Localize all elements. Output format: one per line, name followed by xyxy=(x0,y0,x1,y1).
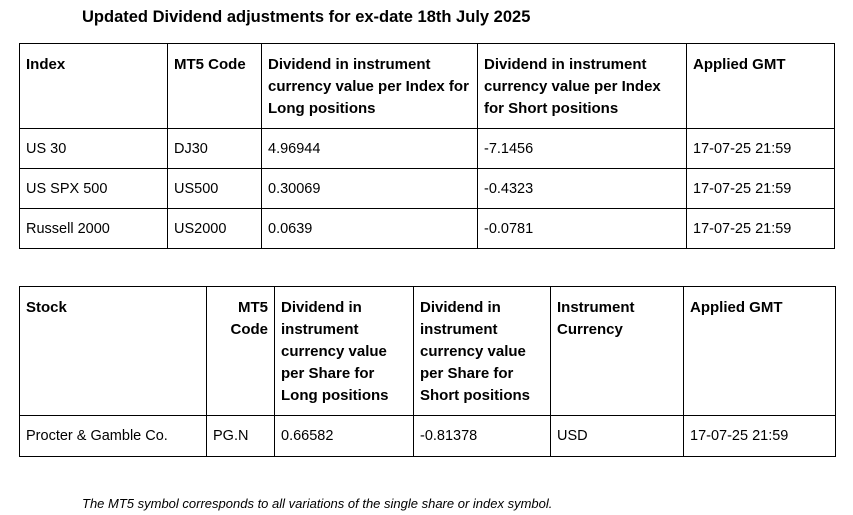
header-stock: Stock xyxy=(20,287,207,416)
cell-dividend-long: 0.0639 xyxy=(262,209,478,249)
cell-mt5-code: US2000 xyxy=(168,209,262,249)
cell-stock: Procter & Gamble Co. xyxy=(20,416,207,457)
header-applied-gmt: Applied GMT xyxy=(684,287,836,416)
table-row xyxy=(20,416,836,457)
header-dividend-long: Dividend in instrument currency value per Share for Long positions xyxy=(275,287,414,416)
page-title: Updated Dividend adjustments for ex-date 18th July 2025 xyxy=(82,8,531,26)
header-index: Index xyxy=(20,44,168,129)
table-header-row xyxy=(20,44,835,129)
cell-dividend-long: 0.30069 xyxy=(262,169,478,209)
cell-mt5-code: US500 xyxy=(168,169,262,209)
header-dividend-short: Dividend in instrument currency value per Share for Short positions xyxy=(414,287,551,416)
table-row xyxy=(20,209,835,249)
table-header-row xyxy=(20,287,836,416)
cell-index: US 30 xyxy=(20,129,168,169)
header-instrument-currency: Instrument Currency xyxy=(551,287,684,416)
cell-applied-gmt: 17-07-25 21:59 xyxy=(684,416,836,457)
cell-dividend-short: -0.0781 xyxy=(478,209,687,249)
stock-dividend-table xyxy=(19,286,836,457)
header-dividend-long: Dividend in instrument currency value per Index for Long positions xyxy=(262,44,478,129)
header-dividend-short: Dividend in instrument currency value per Index for Short positions xyxy=(478,44,687,129)
header-mt5-code: MT5 Code xyxy=(207,287,275,416)
cell-applied-gmt: 17-07-25 21:59 xyxy=(687,209,835,249)
header-mt5-code: MT5 Code xyxy=(168,44,262,129)
cell-index: Russell 2000 xyxy=(20,209,168,249)
cell-dividend-short: -0.4323 xyxy=(478,169,687,209)
cell-mt5-code: DJ30 xyxy=(168,129,262,169)
cell-dividend-short: -0.81378 xyxy=(414,416,551,457)
cell-applied-gmt: 17-07-25 21:59 xyxy=(687,129,835,169)
cell-dividend-long: 4.96944 xyxy=(262,129,478,169)
header-applied-gmt: Applied GMT xyxy=(687,44,835,129)
table-row xyxy=(20,169,835,209)
cell-mt5-code: PG.N xyxy=(207,416,275,457)
cell-dividend-long: 0.66582 xyxy=(275,416,414,457)
footnote: The MT5 symbol corresponds to all variations of the single share or index symbol. xyxy=(82,496,553,511)
cell-applied-gmt: 17-07-25 21:59 xyxy=(687,169,835,209)
table-row xyxy=(20,129,835,169)
cell-index: US SPX 500 xyxy=(20,169,168,209)
cell-dividend-short: -7.1456 xyxy=(478,129,687,169)
cell-instrument-currency: USD xyxy=(551,416,684,457)
index-dividend-table xyxy=(19,43,835,249)
